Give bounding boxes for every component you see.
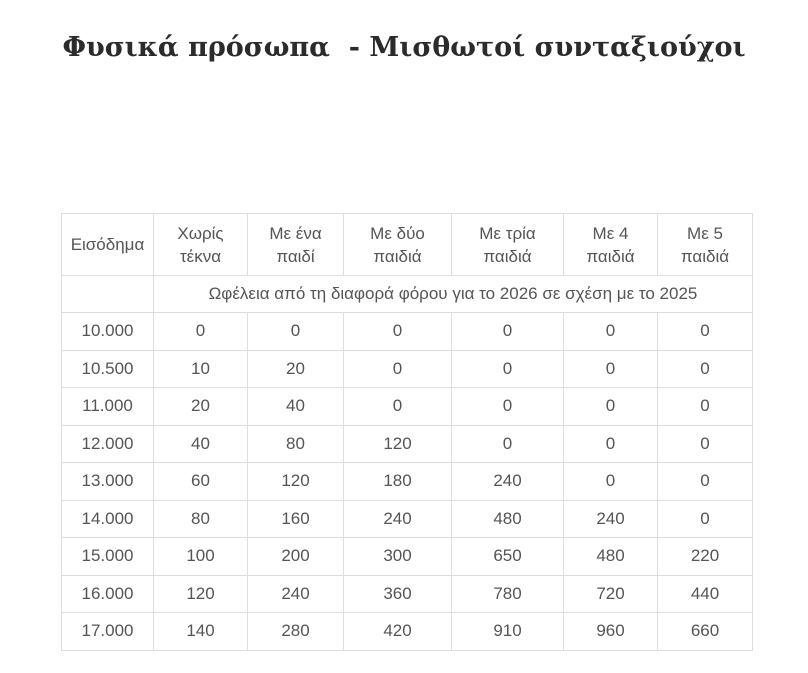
value-cell: 720 [564, 575, 658, 613]
header-five-children [658, 214, 753, 276]
header-no-children [154, 214, 248, 276]
value-cell: 0 [658, 313, 753, 351]
header-line-2: τέκνα [179, 246, 222, 266]
value-cell: 10 [154, 350, 248, 388]
value-cell: 280 [248, 613, 344, 651]
header-row [62, 214, 753, 276]
income-cell: 16.000 [62, 575, 154, 613]
value-cell: 0 [344, 388, 452, 426]
header-income-line-1: Εισόδημα [70, 235, 145, 254]
income-cell: 10.500 [62, 350, 154, 388]
value-cell: 80 [154, 500, 248, 538]
value-cell: 0 [344, 313, 452, 351]
value-cell: 0 [658, 463, 753, 501]
header-income [62, 214, 154, 276]
header-line-1: Χωρίς [177, 223, 224, 243]
value-cell: 480 [452, 500, 564, 538]
value-cell: 40 [154, 425, 248, 463]
value-cell: 100 [154, 538, 248, 576]
value-cell: 0 [564, 463, 658, 501]
value-cell: 420 [344, 613, 452, 651]
value-cell: 20 [154, 388, 248, 426]
value-cell: 180 [344, 463, 452, 501]
value-cell: 160 [248, 500, 344, 538]
header-line-2: παιδιά [586, 246, 635, 266]
value-cell: 240 [452, 463, 564, 501]
value-cell: 140 [154, 613, 248, 651]
value-cell: 0 [452, 350, 564, 388]
value-cell: 240 [564, 500, 658, 538]
value-cell: 0 [452, 388, 564, 426]
value-cell: 960 [564, 613, 658, 651]
table-row [62, 350, 753, 388]
value-cell: 660 [658, 613, 753, 651]
header-line-2: παιδιά [373, 246, 422, 266]
value-cell: 220 [658, 538, 753, 576]
header-line-2: παιδί [276, 246, 315, 266]
value-cell: 200 [248, 538, 344, 576]
header-one-child [248, 214, 344, 276]
value-cell: 20 [248, 350, 344, 388]
header-line-1: Με δύο [370, 223, 425, 243]
value-cell: 480 [564, 538, 658, 576]
income-cell: 17.000 [62, 613, 154, 651]
table-row [62, 500, 753, 538]
table-row [62, 388, 753, 426]
value-cell: 0 [658, 425, 753, 463]
income-cell: 12.000 [62, 425, 154, 463]
note-cell: Ωφέλεια από τη διαφορά φόρου για το 2026 σε σχέση με το 2025 [154, 276, 753, 313]
value-cell: 120 [344, 425, 452, 463]
value-cell: 0 [344, 350, 452, 388]
value-cell: 80 [248, 425, 344, 463]
income-cell: 11.000 [62, 388, 154, 426]
table-row [62, 575, 753, 613]
value-cell: 0 [658, 350, 753, 388]
value-cell: 440 [658, 575, 753, 613]
table-row [62, 313, 753, 351]
value-cell: 0 [564, 388, 658, 426]
value-cell: 360 [344, 575, 452, 613]
income-cell: 15.000 [62, 538, 154, 576]
income-cell: 14.000 [62, 500, 154, 538]
value-cell: 0 [658, 500, 753, 538]
income-cell: 13.000 [62, 463, 154, 501]
table-row [62, 463, 753, 501]
note-row [62, 276, 753, 313]
value-cell: 0 [248, 313, 344, 351]
value-cell: 120 [248, 463, 344, 501]
page-title: Φυσικά πρόσωπα - Μισθωτοί συνταξιούχοι [62, 32, 746, 64]
header-line-1: Με 4 [592, 223, 629, 243]
header-three-children [452, 214, 564, 276]
header-four-children [564, 214, 658, 276]
value-cell: 40 [248, 388, 344, 426]
table-row [62, 425, 753, 463]
value-cell: 240 [344, 500, 452, 538]
header-line-2: παιδιά [680, 246, 730, 266]
value-cell: 60 [154, 463, 248, 501]
value-cell: 0 [452, 425, 564, 463]
value-cell: 120 [154, 575, 248, 613]
value-cell: 910 [452, 613, 564, 651]
tax-benefit-table [61, 213, 753, 651]
value-cell: 300 [344, 538, 452, 576]
value-cell: 0 [658, 388, 753, 426]
value-cell: 240 [248, 575, 344, 613]
value-cell: 0 [452, 313, 564, 351]
note-empty-cell [62, 276, 154, 313]
header-line-1: Με 5 [687, 223, 723, 243]
header-line-1: Με ένα [269, 223, 322, 243]
value-cell: 0 [154, 313, 248, 351]
value-cell: 0 [564, 313, 658, 351]
value-cell: 780 [452, 575, 564, 613]
value-cell: 0 [564, 350, 658, 388]
table-row [62, 538, 753, 576]
value-cell: 0 [564, 425, 658, 463]
table-row [62, 613, 753, 651]
header-two-children [344, 214, 452, 276]
income-cell: 10.000 [62, 313, 154, 351]
header-line-1: Με τρία [479, 223, 536, 243]
value-cell: 650 [452, 538, 564, 576]
header-line-2: παιδιά [483, 246, 532, 266]
